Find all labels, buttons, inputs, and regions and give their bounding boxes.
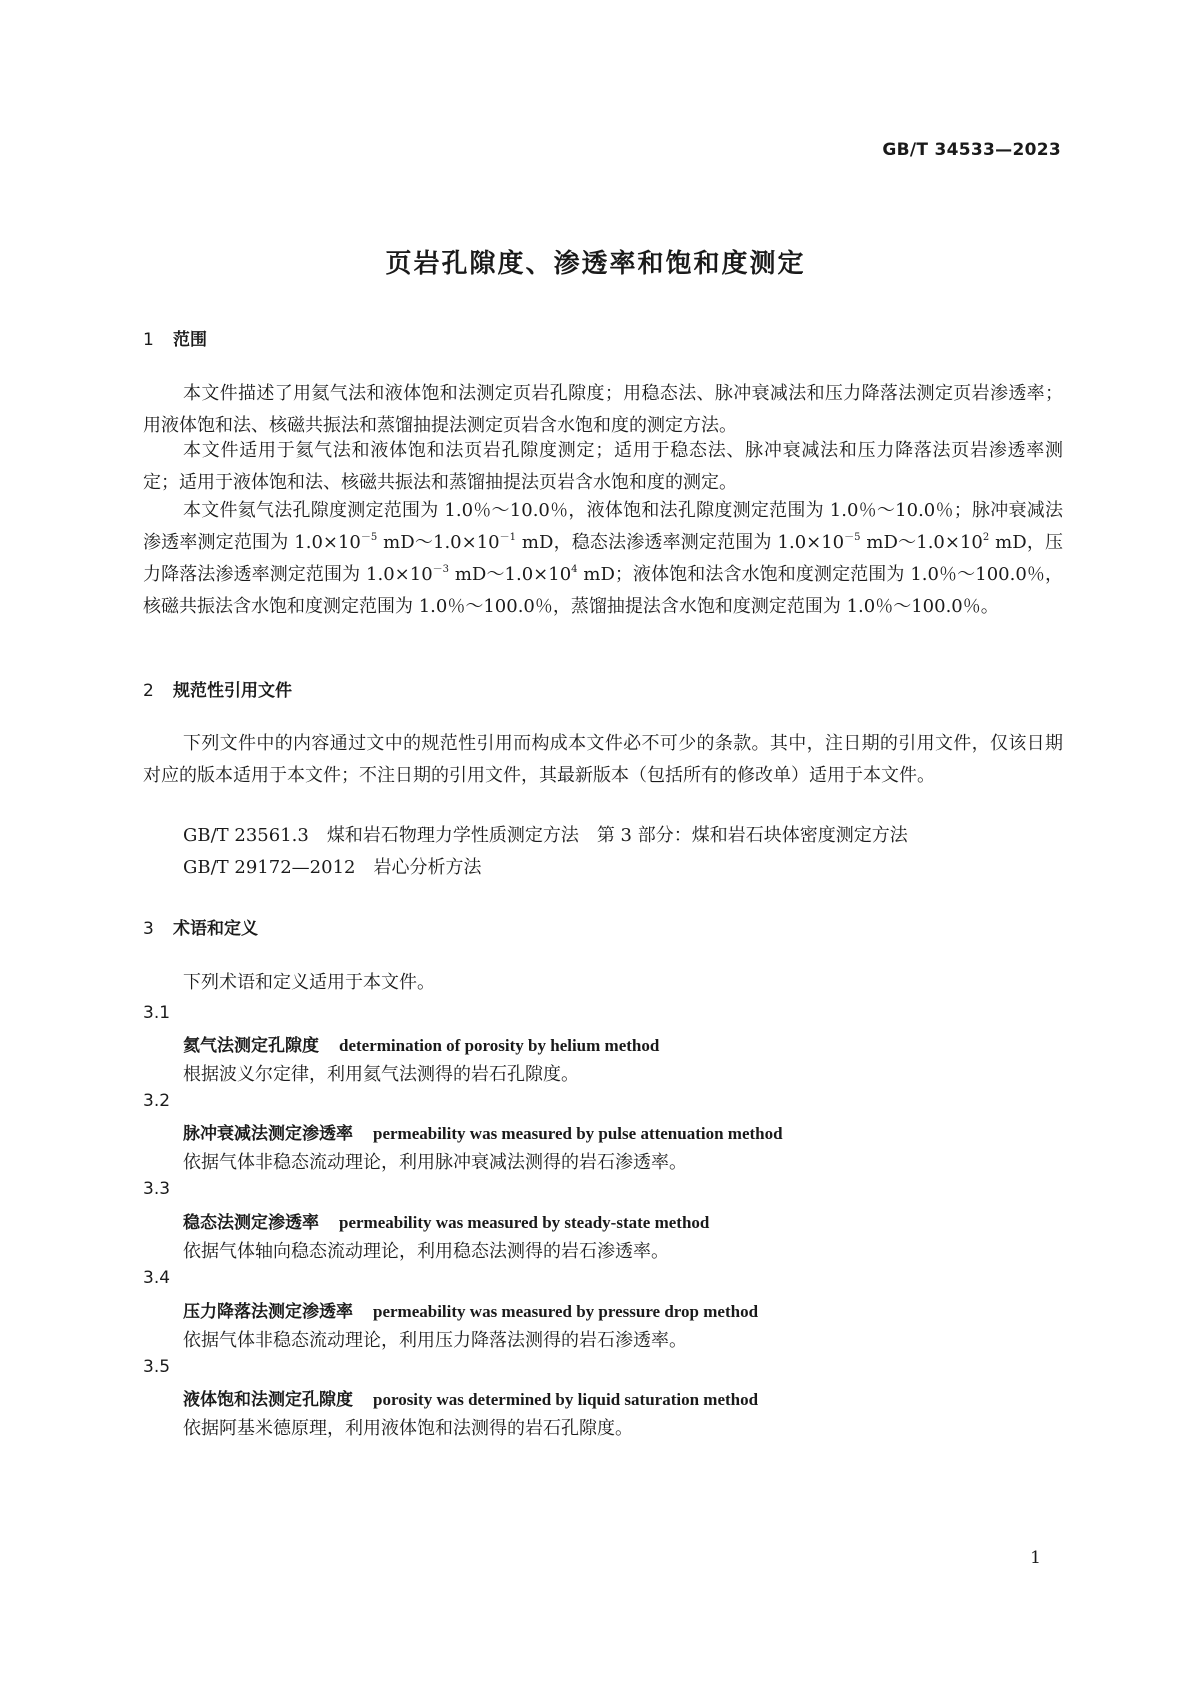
term-heading	[183, 1031, 659, 1056]
text-run: mD；液体饱和法含水饱和度测定范围为 1.0％～100.0％，核磁共振法含水饱和度测定范围为 1.0％～100.0％，蒸馏抽提法含水饱和度测定范围为 1.0％～100.0％。	[143, 564, 1063, 617]
page-number: 1	[1030, 1548, 1041, 1568]
term-english: permeability was measured by steady-state method	[339, 1213, 710, 1232]
section-title: 术语和定义	[173, 919, 258, 939]
paragraph: 下列文件中的内容通过文中的规范性引用而构成本文件必不可少的条款。其中，注日期的引用文件，仅该日期对应的版本适用于本文件；不注日期的引用文件，其最新版本（包括所有的修改单）适用于本文件。	[143, 733, 1063, 786]
text-run: 本文件氦气法孔隙度测定范围为 1.0％～10.0％，液体饱和法孔隙度测定范围为 1.0％～10.0％；脉冲衰减法渗透率测定范围为 1.0×10	[143, 500, 1063, 553]
term-number: 3.2	[143, 1091, 171, 1111]
term-definition: 依据气体非稳态流动理论，利用脉冲衰减法测得的岩石渗透率。	[183, 1152, 687, 1173]
exponent: －1	[499, 532, 516, 543]
exponent: －5	[844, 532, 861, 543]
term-english: permeability was measured by pressure drop method	[373, 1302, 759, 1321]
text-run: mD，稳态法渗透率测定范围为 1.0×10	[516, 532, 845, 553]
section-number: 2	[143, 681, 154, 701]
paragraph: 本文件描述了用氦气法和液体饱和法测定页岩孔隙度；用稳态法、脉冲衰减法和压力降落法测定页岩渗透率；用液体饱和法、核磁共振法和蒸馏抽提法测定页岩含水饱和度的测定方法。	[143, 383, 1063, 436]
term-chinese: 稳态法测定渗透率	[183, 1213, 319, 1233]
term-heading	[183, 1385, 758, 1410]
paragraph: 下列术语和定义适用于本文件。	[183, 972, 435, 993]
exponent: 4	[571, 564, 578, 575]
text-run: mD～1.0×10	[860, 532, 983, 553]
reference-item: GB/T 23561.3 煤和岩石物理力学性质测定方法 第 3 部分：煤和岩石块体密度测定方法	[183, 825, 908, 846]
term-chinese: 氦气法测定孔隙度	[183, 1036, 319, 1056]
term-english: porosity was determined by liquid saturation method	[373, 1390, 759, 1409]
section-title: 范围	[173, 330, 207, 350]
exponent: －3	[432, 564, 450, 575]
text-run: mD，压力降落法渗透率测定范围为 1.0×10	[143, 532, 1063, 585]
term-chinese: 液体饱和法测定孔隙度	[183, 1390, 353, 1410]
term-english: determination of porosity by helium method	[339, 1036, 660, 1055]
term-heading	[183, 1119, 783, 1144]
reference-item: GB/T 29172—2012 岩心分析方法	[183, 857, 482, 878]
text-run: mD～1.0×10	[449, 564, 572, 585]
term-heading	[183, 1297, 758, 1322]
section-heading-normative-references	[143, 676, 292, 701]
term-definition: 根据波义尔定律，利用氦气法测得的岩石孔隙度。	[183, 1064, 579, 1085]
term-definition: 依据气体非稳态流动理论，利用压力降落法测得的岩石渗透率。	[183, 1330, 687, 1351]
term-definition: 依据阿基米德原理，利用液体饱和法测得的岩石孔隙度。	[183, 1418, 633, 1439]
section-number: 3	[143, 919, 154, 939]
term-heading	[183, 1208, 709, 1233]
term-chinese: 脉冲衰减法测定渗透率	[183, 1124, 353, 1144]
exponent: 2	[982, 532, 990, 543]
term-number: 3.4	[143, 1268, 171, 1288]
document-title: 页岩孔隙度、渗透率和饱和度测定	[385, 249, 806, 279]
paragraph: 本文件适用于氦气法和液体饱和法页岩孔隙度测定；适用于稳态法、脉冲衰减法和压力降落法页岩渗透率测定；适用于液体饱和法、核磁共振法和蒸馏抽提法页岩含水饱和度的测定。	[143, 440, 1063, 493]
section-heading-terms	[143, 914, 258, 939]
term-chinese: 压力降落法测定渗透率	[183, 1302, 353, 1322]
paragraph-ranges	[143, 495, 1063, 623]
term-number: 3.1	[143, 1003, 171, 1023]
term-number: 3.3	[143, 1179, 171, 1199]
term-definition: 依据气体轴向稳态流动理论，利用稳态法测得的岩石渗透率。	[183, 1241, 669, 1262]
exponent: －5	[360, 532, 378, 543]
section-number: 1	[143, 330, 154, 350]
term-number: 3.5	[143, 1357, 171, 1377]
section-heading-scope	[143, 325, 207, 350]
term-english: permeability was measured by pulse attenuation method	[373, 1124, 783, 1143]
section-title: 规范性引用文件	[173, 681, 292, 701]
standard-number: GB/T 34533—2023	[882, 140, 1061, 160]
text-run: mD～1.0×10	[377, 532, 500, 553]
